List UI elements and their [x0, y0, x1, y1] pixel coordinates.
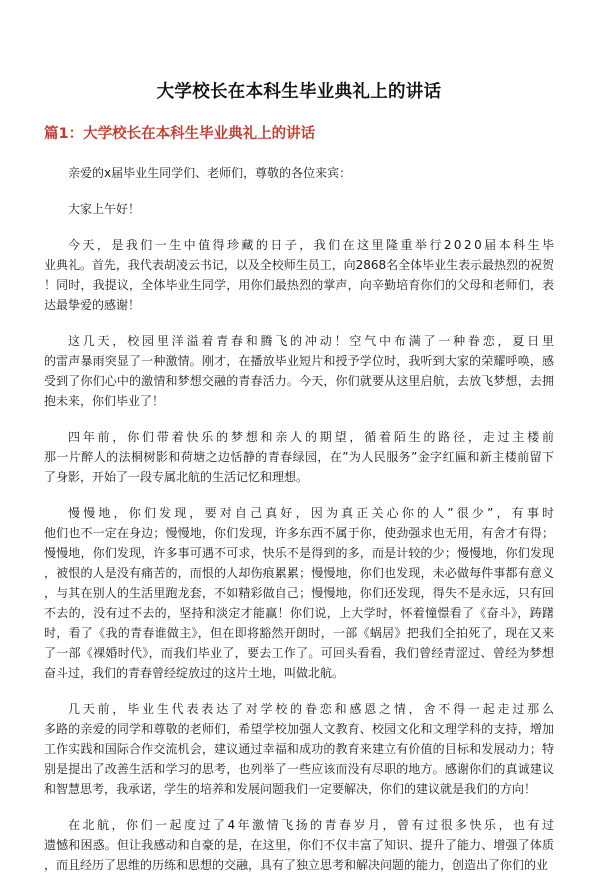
section-heading: 篇1：大学校长在本科生毕业典礼上的讲话: [44, 126, 316, 142]
paragraph-line: 别是提出了改善生活和学习的思考，也列举了一些应该而没有尽职的地方。感谢你们的真诚建议: [44, 762, 555, 776]
paragraph-line: 几天前，毕业生代表表达了对学校的眷恋和感恩之情，舍不得一起走过那么: [68, 702, 557, 716]
paragraph-line: ，与其在别人的生活里跑龙套，不如精彩做自己；慢慢地，你们还发现，得失不是永远，只有回: [44, 586, 555, 600]
paragraph-line: 了一部《裸婚时代》，而我们毕业了，要去工作了。可回头看看，我们曾经青涩过、曾经为梦想: [44, 646, 555, 660]
paragraph-line: 今天，是我们一生中值得珍藏的日子，我们在这里隆重举行2020届本科生毕: [68, 238, 557, 252]
paragraph-line: ！同时，我提议，全体毕业生同学，用你们最热烈的掌声，向辛勤培育你们的父母和老师们，表: [44, 278, 555, 292]
document-body: [44, 163, 558, 875]
paragraph-line: 亲爱的x届毕业生同学们、老师们，尊敬的各位来宾：: [68, 166, 352, 180]
paragraph: [44, 199, 554, 219]
paragraph-line: 抱未来，你们毕业了！: [44, 394, 165, 408]
paragraph-line: 工作实践和国际合作交流机会，建议通过幸福和成功的教育来建立有价值的目标和发展动力；特: [44, 742, 555, 756]
paragraph: [44, 331, 557, 411]
paragraph-line: 时，看了《我的青春谁做主》，但在即将豁然开朗时，一部《蜗居》把我们全拍死了，现在又来: [44, 626, 555, 640]
paragraph-line: 在北航，你们一起度过了4年激情飞扬的青春岁月，曾有过很多快乐，也有过: [68, 818, 557, 832]
paragraph-line: 他们也不一定在身边；慢慢地，你们发现，许多东西不属于你，使劲强求也无用，有舍才有得；: [44, 526, 555, 540]
paragraph-line: 慢慢地，你们发现，要对自己真好，因为真正关心你的人”很少”，有事时: [68, 506, 558, 520]
paragraph-line: 大家上午好！: [68, 202, 141, 216]
paragraph-line: 和智慧思考，我承诺，学生的培养和发展问题我们一定要解决，你们的建议就是我们的方向！: [44, 782, 537, 796]
paragraph-line: 那一片醉人的法桐树影和荷塘之边恬静的青春绿园，在”为人民服务”金字红匾和新主楼前留下: [44, 450, 555, 464]
paragraph: [44, 163, 554, 183]
paragraph-line: 四年前，你们带着快乐的梦想和亲人的期望，循着陌生的路径，走过主楼前: [68, 430, 557, 444]
paragraph-line: 达最挚爱的感谢！: [44, 298, 141, 312]
paragraph-line: 多路的亲爱的同学和尊敬的老师们，希望学校加强人文教育、校园文化和文理学科的支持，增加: [44, 722, 555, 736]
paragraph-line: ，被恨的人是没有痛苦的，而恨的人却伤痕累累；慢慢地，你们也发现，未必做每件事都有意义: [44, 566, 555, 580]
paragraph-line: 不去的，没有过不去的，坚持和淡定才能赢！你们说，上大学时，怀着憧憬看了《奋斗》，踌躇: [44, 606, 555, 620]
paragraph-line: 的雷声暴雨突显了一种激情。刚才，在播放毕业短片和授予学位时，我听到大家的荣耀呼唤，感: [44, 354, 555, 368]
paragraph: [44, 427, 557, 487]
paragraph-line: 业典礼。首先，我代表胡凌云书记，以及全校师生员工，向2868名全体毕业生表示最热烈的祝贺: [44, 258, 554, 272]
paragraph-line: 慢慢地，你们发现，许多事可遇不可求，快乐不是得到的多，而是计较的少；慢慢地，你们发现: [44, 546, 555, 560]
paragraph-line: 奋斗过，我们的青春曾经绽放过的这片土地，叫做北航。: [44, 666, 345, 680]
paragraph: [44, 699, 557, 799]
paragraph: [44, 235, 557, 315]
paragraph: [44, 815, 557, 875]
paragraph-line: 了身影，开始了一段专属北航的生活记忆和理想。: [44, 470, 309, 484]
paragraph-line: 受到了你们心中的激情和梦想交融的青春活力。今天，你们就要从这里启航，去放飞梦想，去拥: [44, 374, 555, 388]
paragraph: [44, 503, 558, 683]
paragraph-line: 遗憾和困惑。但让我感动和自豪的是，在这里，你们不仅丰富了知识、提升了能力、增强了体质: [44, 838, 555, 852]
paragraph-line: 这几天，校园里洋溢着青春和腾飞的冲动！空气中布满了一种眷恋，夏日里: [68, 334, 557, 348]
paragraph-line: ，而且经历了思维的历练和思想的交融，具有了独立思考和解决问题的能力，创造出了你们的业: [44, 858, 549, 872]
document-title: 大学校长在本科生毕业典礼上的讲话: [156, 82, 442, 102]
